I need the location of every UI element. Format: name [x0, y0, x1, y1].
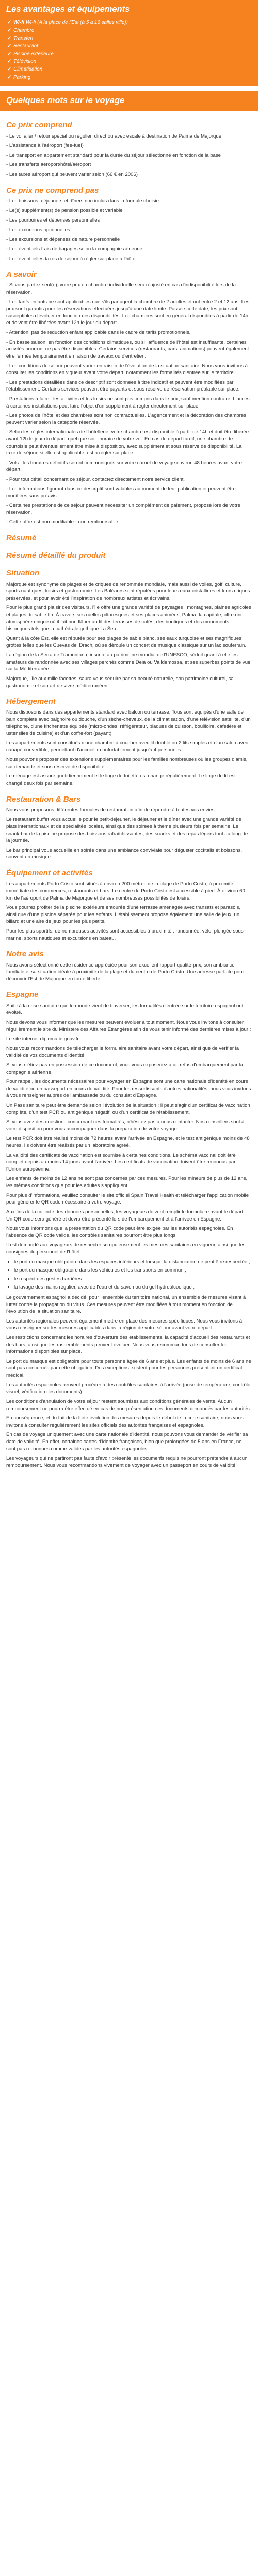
paragraph: - Le vol aller / retour spécial ou régulier, direct ou avec escale à destination de Palma de Majorque — [6, 133, 222, 139]
paragraph: Si vous avez des questions concernant ces formalités, n'hésitez pas à nous contacter. Nos conseillers sont à votre disposition pour vous accompagner dans la préparation de votre voyage. — [6, 1119, 245, 1132]
paragraph: Nous vous recommandons de télécharger le formulaire sanitaire avant votre départ, ainsi que de vérifier la validité de vos documents d'identité. — [6, 1045, 239, 1059]
paragraph: - En basse saison, en fonction des conditions climatiques, ou si l'affluence de l'hôtel est insuffisante, certaines activités pourront ne pas être disponibles. Certains services (restaurants, bars, animations) peuvent également être fermés temporairement en raison de travaux ou d'entretien. — [6, 339, 249, 359]
paragraph: Pour le plus grand plaisir des visiteurs, l'île offre une grande variété de paysages : montagnes, plaines agricoles et plages de sable fin. À travers ses ruelles pittoresques et ses places animées, Palma, la capitale, offre une atmosphère unique où il fait bon flâner au fil des terrasses de cafés, des boutiques et des monuments historiques tels que la cathédrale gothique La Seu. — [6, 605, 251, 632]
paragraph: Le gouvernement espagnol a décidé, pour l'ensemble du territoire national, un ensemble de mesures visant à lutter contre la propagation du virus. Ces mesures peuvent être modifiées à tout moment en fonction de l'évolution de la situation sanitaire. — [6, 1295, 246, 1315]
paragraph: Nous avons sélectionné cette résidence appréciée pour son excellent rapport qualité-prix, son ambiance familiale et sa situation idéale à proximité de la plage et du centre de Porto Cristo. Une adresse parfaite pour découvrir l'Est de Majorque en toute liberté. — [6, 962, 244, 982]
check-icon: ✓ — [7, 66, 12, 73]
paragraph: - Selon les règles internationales de l'hôtellerie, votre chambre est disponible à partir de 14h et doit être libérée avant 12h le jour du départ, quel que soit l'horaire de votre vol. En cas de départ tardif, une chambre de courtoisie peut éventuellement être mise à disposition, avec supplément et sous réserve de disponibilité. La taxe de séjour, si elle est applicable, est à régler sur place. — [6, 429, 249, 456]
section-heading: Hébergement — [6, 697, 56, 706]
advantages-list — [6, 19, 252, 81]
paragraph: - Les conditions de séjour peuvent varier en raison de l'évolution de la situation sanitaire. Nous vous invitons à consulter les conditions en vigueur avant votre départ, notamment les formalités d'entrée sur le territoire. — [6, 363, 248, 376]
paragraph: - Les transferts aéroport/hôtel/aéroport — [6, 162, 91, 168]
paragraph: - Attention, pas de réduction enfant applicable dans le cadre de tarifs promotionnels. — [6, 330, 191, 336]
paragraph: Majorque, l'île aux mille facettes, saura vous séduire par sa beauté naturelle, son patrimoine culturel, sa gastronomie et son art de vivre méditerranéen. — [6, 675, 234, 689]
section-heading: Ce prix ne comprend pas — [6, 185, 99, 195]
section-heading: Situation — [6, 569, 40, 578]
paragraph: - Les excursions optionnelles — [6, 227, 70, 233]
advantage-item — [7, 42, 252, 50]
faq-content — [0, 111, 258, 1469]
check-icon: ✓ — [7, 74, 12, 80]
paragraph: Pour les plus sportifs, de nombreuses activités sont accessibles à proximité : randonnée, vélo, plongée sous-marine, sports nautiques et excursions en bateau. — [6, 928, 245, 941]
paragraph: - Les excursions et dépenses de nature personnelle — [6, 236, 120, 243]
paragraph: - L'assistance à l'aéroport (fee-fuel) — [6, 143, 84, 149]
paragraph: - Pour tout détail concernant ce séjour, contactez directement notre service client. — [6, 477, 185, 483]
check-icon: ✓ — [7, 35, 12, 41]
paragraph: Nous vous informons que la présentation du QR code peut être exigée par les autorités espagnoles. En l'absence de QR code valide, les contrôles sanitaires pourront être plus longs. — [6, 1226, 233, 1239]
advantage-item — [7, 19, 252, 26]
paragraph: Nous devons vous informer que les mesures peuvent évoluer à tout moment. Nous vous invitons à consulter régulièrement le site du Ministère des Affaires Étrangères afin de vous tenir informé des dernières mises à jour : — [6, 1019, 251, 1032]
paragraph: - Le(s) supplément(s) de pension possible et variable — [6, 208, 123, 214]
paragraph: - Si vous partez seul(e), votre prix en chambre individuelle sera réajusté en cas d'indisponibilité lors de la réservation. — [6, 282, 236, 296]
paragraph: Un Pass sanitaire peut être demandé selon l'évolution de la situation : il peut s'agir d'un certificat de vaccination complète, d'un test PCR ou antigénique négatif, ou d'un certificat de rétablissement. — [6, 1102, 250, 1115]
paragraph: La validité des certificats de vaccination est soumise à certaines conditions. Le schéma vaccinal doit être complet depuis au moins 14 jours avant l'arrivée. Les certificats de vaccination doivent être reconnus par l'Union européenne. — [6, 1152, 236, 1172]
section-heading: Ce prix comprend — [6, 121, 72, 130]
paragraph: - Les boissons, déjeuners et dîners non inclus dans la formule choisie — [6, 198, 159, 204]
paragraph: - Les photos de l'hôtel et des chambres sont non contractuelles. L'agencement et la décoration des chambres peuvent varier selon la catégorie réservée. — [6, 413, 246, 426]
check-icon: ✓ — [7, 27, 12, 33]
paragraph: - Les éventuelles taxes de séjour à régler sur place à l'hôtel — [6, 256, 137, 262]
paragraph: Pour plus d'informations, veuillez consulter le site officiel Spain Travel Health et télécharger l'application mobile pour générer le QR code nécessaire à votre voyage. — [6, 1192, 249, 1206]
paragraph: Les autorités régionales peuvent également mettre en place des mesures spécifiques. Nous vous invitons à vous renseigner sur les mesures applicables dans la région de votre séjour avant votre départ. — [6, 1318, 243, 1331]
bullet-item: • le respect des gestes barrières ; — [14, 1276, 252, 1283]
bullet-item: • le port du masque obligatoire dans les véhicules et les transports en commun ; — [14, 1267, 252, 1274]
paragraph: Nous vous proposons différentes formules de restauration afin de répondre à toutes vos envies : — [6, 807, 217, 813]
paragraph: Les restrictions concernant les horaires d'ouverture des établissements, la capacité d'accueil des restaurants et des bars, ainsi que les rassemblements peuvent évoluer. Nous vous recommandons de consulter les informations disponibles sur place. — [6, 1335, 250, 1355]
advantage-item-label: Parking — [13, 74, 31, 80]
advantage-item-label: Wi-fi (A la place de l'Est (à 5 à 16 salles ville)) — [24, 20, 128, 26]
advantage-item — [7, 58, 252, 65]
paragraph: Il est demandé aux voyageurs de respecter scrupuleusement les mesures sanitaires en vigueur, ainsi que les consignes du personnel de l'hôtel : — [6, 1242, 246, 1255]
paragraph: Suite à la crise sanitaire que le monde vient de traverser, les formalités d'entrée sur le territoire espagnol ont évolué. — [6, 1003, 244, 1016]
bullet-item: • la lavage des mains régulier, avec de l'eau et du savon ou du gel hydroalcoolique ; — [14, 1284, 252, 1291]
check-icon: ✓ — [7, 51, 12, 57]
advantage-item — [7, 74, 252, 81]
paragraph: Les conditions d'annulation de votre séjour restent soumises aux conditions générales de vente. Aucun remboursement ne pourra être effectué en cas de non-présentation des documents demandés par les autorités. — [6, 1398, 251, 1412]
paragraph: - Les informations figurant dans ce descriptif sont valables au moment de leur publication et peuvent être modifiées sans préavis. — [6, 486, 236, 499]
paragraph: - Les pourboires et dépenses personnelles — [6, 217, 100, 224]
paragraph: - Cette offre est non modifiable - non remboursable — [6, 519, 118, 526]
paragraph: Aux fins de la collecte des données personnelles, les voyageurs doivent remplir le formulaire avant le départ. Un QR code sera généré et devra être présenté lors de l'embarquement et à l'arrivée en Espagne. — [6, 1209, 245, 1222]
advantage-item-label: Chambre — [13, 27, 35, 33]
paragraph: - Certaines prestations de ce séjour peuvent nécessiter un complément de paiement, proposé lors de votre réservation. — [6, 502, 240, 516]
paragraph: Le site internet diplomatie.gouv.fr — [6, 1036, 79, 1042]
advantage-item-label: Piscine extérieure — [13, 51, 54, 57]
paragraph: En cas de voyage uniquement avec une carte nationale d'identité, nous pouvons vous demander de vérifier sa date de validité. En effet, certaines cartes d'identité françaises, bien que prolongées de 5 ans en France, ne sont pas reconnues comme valides par les autorités espagnoles. — [6, 1432, 248, 1452]
advantage-item-label: Télévision — [13, 59, 37, 65]
paragraph: Nous disposons dans des appartements standard avec balcon ou terrasse. Tous sont équipés d'une salle de bain complète avec baignoire ou douche, d'un sèche-cheveux, de la climatisation, d'une télévision satellite, d'un téléphone, d'une kitchenette équipée (micro-ondes, réfrigérateur, plaques de cuisson, bouilloire, cafetière et ustensiles de cuisine) et d'un coffre-fort (payant). — [6, 709, 251, 737]
paragraph: Les autorités espagnoles peuvent procéder à des contrôles sanitaires à l'arrivée (prise de température, contrôle visuel, vérification des documents). — [6, 1382, 251, 1395]
paragraph: En conséquence, et du fait de la forte évolution des mesures depuis le début de la crise sanitaire, nous vous invitons à consulter régulièrement les sites officiels des autorités françaises et espagnoles. — [6, 1415, 244, 1428]
section-heading: Restauration & Bars — [6, 794, 81, 804]
check-icon: ✓ — [7, 59, 12, 65]
paragraph: Le restaurant buffet vous accueille pour le petit-déjeuner, le déjeuner et le dîner avec une grande variété de plats internationaux et de spécialités locales, ainsi que des soirées à thème plusieurs fois par semaine. Le snack-bar de la piscine propose des boissons rafraîchissantes, des snacks et des repas légers tout au long de la journée. — [6, 817, 248, 844]
section-heading: Équipement et activités — [6, 869, 93, 878]
section-heading: Résumé détaillé du produit — [6, 551, 106, 560]
section-heading: Notre avis — [6, 950, 44, 959]
check-icon: ✓ — [7, 43, 12, 49]
advantage-item — [7, 27, 252, 35]
paragraph: - Les prestations détaillées dans ce descriptif sont données à titre indicatif et peuvent être modifiées par l'établissement. Certains services peuvent être payants et sous réserve de réservation préalable sur place. — [6, 379, 240, 393]
faq-title: Quelques mots sur le voyage — [0, 91, 258, 111]
paragraph: - Vols : les horaires définitifs seront communiqués sur votre carnet de voyage environ 48 heures avant votre départ. — [6, 460, 243, 473]
paragraph: - Prestations à faire : les activités et les loisirs ne sont pas compris dans le prix, sauf mention contraire. L'accès à certaines installations peut faire l'objet d'un supplément à régler directement sur place. — [6, 396, 250, 409]
paragraph: Les appartements sont constitués d'une chambre à coucher avec lit double ou 2 lits simples et d'un salon avec canapé convertible, permettant d'accueillir confortablement jusqu'à 4 personnes. — [6, 740, 248, 753]
paragraph: Pour rappel, les documents nécessaires pour voyager en Espagne sont une carte nationale d'identité en cours de validité ou un passeport en cours de validité. Pour les ressortissants d'autres nationalités, nous vous invitons à vous renseigner auprès de l'ambassade ou du consulat d'Espagne. — [6, 1079, 251, 1099]
advantage-item — [7, 65, 252, 73]
paragraph: Nous pouvons proposer des extensions supplémentaires pour les familles nombreuses ou les groupes d'amis, sur demande et sous réserve de disponibilité. — [6, 757, 248, 770]
advantage-item-label: Transfert — [13, 35, 34, 41]
paragraph: Le port du masque est obligatoire pour toute personne âgée de 6 ans et plus. Les enfants de moins de 6 ans ne sont pas concernés par cette obligation. Des exceptions existent pour les personnes présentant un certificat médical. — [6, 1358, 251, 1379]
paragraph: Si vous n'étiez pas en possession de ce document, vous vous exposeriez à un refus d'embarquement par la compagnie aérienne. — [6, 1062, 243, 1075]
bullet-list — [6, 1259, 252, 1291]
paragraph: - Le transport en appartement standard pour la durée du séjour sélectionné en fonction de la base — [6, 152, 221, 158]
advantage-item-label: Restaurant — [13, 43, 38, 49]
advantage-item-label: Climatisation — [13, 66, 43, 73]
paragraph: Le bar principal vous accueille en soirée dans une ambiance conviviale pour déguster cocktails et boissons, souvent en musique. — [6, 847, 243, 860]
bullet-item: • le port du masque obligatoire dans les espaces intérieurs et lorsque la distanciation ne peut être respectée ; — [14, 1259, 252, 1266]
paragraph: Vous pourrez profiter de la piscine extérieure entourée d'une terrasse aménagée avec transats et parasols, ainsi que d'une piscine séparée pour les enfants. L'établissement propose également une salle de jeux, un billard et une aire de jeux pour les plus petits. — [6, 905, 241, 925]
paragraph: Quant à la côte Est, elle est réputée pour ses plages de sable blanc, ses eaux turquoise et ses magnifiques grottes telles que les Cuevas del Drach, où se déroule un concert de musique classique sur un lac souterrain. — [6, 635, 247, 649]
advantage-item — [7, 35, 252, 42]
paragraph: - Les taxes aéroport qui peuvent varier selon (66 € en 2006) — [6, 171, 138, 177]
advantage-item — [7, 50, 252, 58]
advantages-title: Les avantages et équipements — [6, 5, 130, 14]
section-heading: A savoir — [6, 270, 37, 279]
paragraph: Les enfants de moins de 12 ans ne sont pas concernés par ces mesures. Pour les mineurs de plus de 12 ans, les mêmes conditions que pour les adultes s'appliquent. — [6, 1176, 248, 1189]
check-icon: ✓ — [7, 20, 12, 26]
paragraph: Le test PCR doit être réalisé moins de 72 heures avant l'arrivée en Espagne, et le test antigénique moins de 48 heures. Ils doivent être réalisés par un laboratoire agréé. — [6, 1136, 250, 1149]
section-heading: Espagne — [6, 990, 39, 999]
paragraph: - Les éventuels frais de bagages selon la compagnie aérienne — [6, 246, 143, 252]
paragraph: Les voyageurs qui ne partiront pas faute d'avoir présenté les documents requis ne pourront prétendre à aucun remboursement. Nous vous recommandons vivement de voyager avec un passeport en cours de validité. — [6, 1455, 248, 1468]
paragraph: - Les tarifs enfants ne sont applicables que s'ils partagent la chambre de 2 adultes et ont entre 2 et 12 ans. Les prix sont garantis pour les réservations effectuées jusqu'à une date limite. Passée cette date, les prix sont susceptibles d'évoluer en fonction des disponibilités. Les chambres sont en général disponibles à partir de 14h et doivent être libérées avant 12h le jour du départ. — [6, 299, 250, 326]
paragraph: Le ménage est assuré quotidiennement et le linge de toilette est changé régulièrement. Le linge de lit est changé deux fois par semaine. — [6, 773, 236, 786]
section-heading: Résumé — [6, 533, 37, 543]
advantages-banner — [0, 0, 258, 86]
paragraph: Majorque est synonyme de plages et de criques de renommée mondiale, mais aussi de voiles, golf, culture, sports nautiques, loisirs et gastronomie. Les Baléares sont réputées pour leurs eaux cristallines et leurs criques préservées, et pour avoir été l'inspiration de nombreux artistes et écrivains. — [6, 581, 250, 601]
paragraph: La région de la Serra de Tramuntana, inscrite au patrimoine mondial de l'UNESCO, séduit quant à elle les amateurs de randonnée avec ses villages perchés comme Deià ou Valldemossa, et ses superbes points de vue sur la Méditerranée. — [6, 652, 251, 672]
advantage-item-bold: Wi-fi — [13, 20, 25, 26]
paragraph: Les appartements Porto Cristo sont situés à environ 200 mètres de la plage de Porto Cristo, à proximité immédiate des commerces, restaurants et bars. Le centre de Porto Cristo est accessible à pied. À environ 60 km de l'aéroport de Palma de Majorque et de ses nombreuses possibilités de loisirs. — [6, 881, 245, 901]
